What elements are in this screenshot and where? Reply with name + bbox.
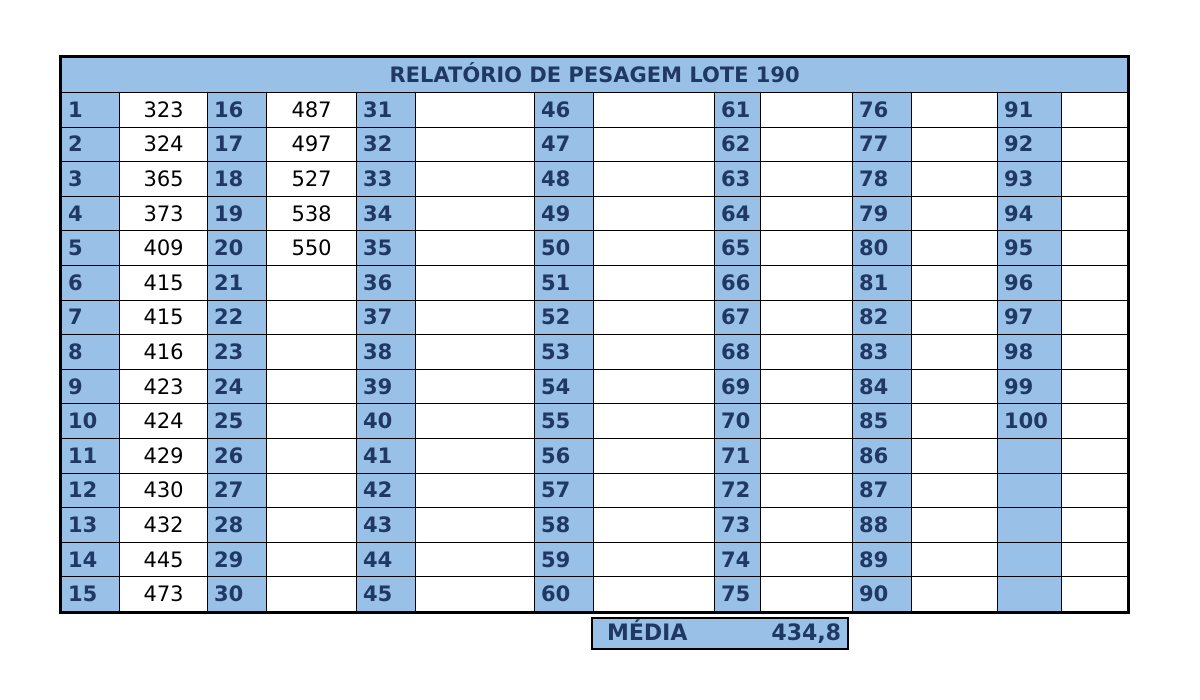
entry-number-14: 14 bbox=[61, 542, 120, 577]
entry-number-21: 21 bbox=[208, 265, 267, 300]
entry-number-35: 35 bbox=[357, 231, 416, 266]
weight-cell-34 bbox=[416, 196, 535, 231]
entry-number-58: 58 bbox=[535, 508, 594, 543]
entry-number-82: 82 bbox=[853, 300, 912, 335]
entry-number-19: 19 bbox=[208, 196, 267, 231]
weight-cell-11: 429 bbox=[120, 438, 208, 473]
entry-number-90: 90 bbox=[853, 577, 912, 613]
table-row bbox=[61, 335, 1129, 370]
weight-cell-74 bbox=[761, 542, 853, 577]
entry-number-4: 4 bbox=[61, 196, 120, 231]
entry-number-71: 71 bbox=[715, 438, 761, 473]
entry-number-47: 47 bbox=[535, 127, 594, 162]
entry-number-33: 33 bbox=[357, 162, 416, 197]
weight-cell-88 bbox=[912, 508, 998, 543]
weight-cell-100 bbox=[1062, 404, 1129, 439]
weight-cell-87 bbox=[912, 473, 998, 508]
entry-number-2: 2 bbox=[61, 127, 120, 162]
table-row bbox=[61, 577, 1129, 613]
weight-cell-30 bbox=[267, 577, 357, 613]
empty-weight-cell bbox=[1062, 508, 1129, 543]
weight-cell-97 bbox=[1062, 300, 1129, 335]
weight-cell-19: 538 bbox=[267, 196, 357, 231]
weight-cell-71 bbox=[761, 438, 853, 473]
weight-cell-91 bbox=[1062, 93, 1129, 128]
entry-number-70: 70 bbox=[715, 404, 761, 439]
entry-number-87: 87 bbox=[853, 473, 912, 508]
weight-cell-29 bbox=[267, 542, 357, 577]
weight-cell-51 bbox=[594, 265, 715, 300]
weight-cell-95 bbox=[1062, 231, 1129, 266]
average-value: 434,8 bbox=[771, 621, 841, 646]
weight-cell-2: 324 bbox=[120, 127, 208, 162]
entry-number-20: 20 bbox=[208, 231, 267, 266]
entry-number-94: 94 bbox=[998, 196, 1062, 231]
weight-cell-66 bbox=[761, 265, 853, 300]
entry-number-86: 86 bbox=[853, 438, 912, 473]
entry-number-89: 89 bbox=[853, 542, 912, 577]
weight-cell-20: 550 bbox=[267, 231, 357, 266]
entry-number-91: 91 bbox=[998, 93, 1062, 128]
entry-number-51: 51 bbox=[535, 265, 594, 300]
weight-cell-82 bbox=[912, 300, 998, 335]
entry-number-95: 95 bbox=[998, 231, 1062, 266]
weight-cell-94 bbox=[1062, 196, 1129, 231]
entry-number-69: 69 bbox=[715, 369, 761, 404]
entry-number-29: 29 bbox=[208, 542, 267, 577]
entry-number-3: 3 bbox=[61, 162, 120, 197]
weight-cell-33 bbox=[416, 162, 535, 197]
weight-cell-77 bbox=[912, 127, 998, 162]
weight-cell-37 bbox=[416, 300, 535, 335]
empty-number-cell bbox=[998, 508, 1062, 543]
weight-cell-46 bbox=[594, 93, 715, 128]
empty-number-cell bbox=[998, 473, 1062, 508]
empty-number-cell bbox=[998, 542, 1062, 577]
weight-cell-83 bbox=[912, 335, 998, 370]
weight-cell-78 bbox=[912, 162, 998, 197]
entry-number-15: 15 bbox=[61, 577, 120, 613]
entry-number-5: 5 bbox=[61, 231, 120, 266]
weight-cell-47 bbox=[594, 127, 715, 162]
entry-number-11: 11 bbox=[61, 438, 120, 473]
entry-number-60: 60 bbox=[535, 577, 594, 613]
entry-number-67: 67 bbox=[715, 300, 761, 335]
entry-number-76: 76 bbox=[853, 93, 912, 128]
weight-cell-49 bbox=[594, 196, 715, 231]
entry-number-42: 42 bbox=[357, 473, 416, 508]
weight-cell-32 bbox=[416, 127, 535, 162]
weight-cell-7: 415 bbox=[120, 300, 208, 335]
entry-number-62: 62 bbox=[715, 127, 761, 162]
weight-cell-26 bbox=[267, 438, 357, 473]
weight-cell-63 bbox=[761, 162, 853, 197]
entry-number-96: 96 bbox=[998, 265, 1062, 300]
weight-cell-23 bbox=[267, 335, 357, 370]
entry-number-79: 79 bbox=[853, 196, 912, 231]
entry-number-37: 37 bbox=[357, 300, 416, 335]
entry-number-43: 43 bbox=[357, 508, 416, 543]
entry-number-30: 30 bbox=[208, 577, 267, 613]
table-row bbox=[61, 162, 1129, 197]
weight-cell-28 bbox=[267, 508, 357, 543]
entry-number-93: 93 bbox=[998, 162, 1062, 197]
weight-cell-6: 415 bbox=[120, 265, 208, 300]
table-row bbox=[61, 93, 1129, 128]
entry-number-17: 17 bbox=[208, 127, 267, 162]
entry-number-26: 26 bbox=[208, 438, 267, 473]
average-box bbox=[591, 617, 849, 650]
weight-cell-56 bbox=[594, 438, 715, 473]
entry-number-59: 59 bbox=[535, 542, 594, 577]
weight-cell-42 bbox=[416, 473, 535, 508]
weight-cell-8: 416 bbox=[120, 335, 208, 370]
entry-number-83: 83 bbox=[853, 335, 912, 370]
entry-number-7: 7 bbox=[61, 300, 120, 335]
weight-cell-17: 497 bbox=[267, 127, 357, 162]
weight-cell-76 bbox=[912, 93, 998, 128]
entry-number-34: 34 bbox=[357, 196, 416, 231]
entry-number-85: 85 bbox=[853, 404, 912, 439]
entry-number-32: 32 bbox=[357, 127, 416, 162]
weight-cell-54 bbox=[594, 369, 715, 404]
weight-cell-99 bbox=[1062, 369, 1129, 404]
entry-number-22: 22 bbox=[208, 300, 267, 335]
empty-weight-cell bbox=[1062, 577, 1129, 613]
weight-cell-81 bbox=[912, 265, 998, 300]
weight-cell-79 bbox=[912, 196, 998, 231]
average-label: MÉDIA bbox=[607, 621, 688, 646]
entry-number-55: 55 bbox=[535, 404, 594, 439]
weight-cell-4: 373 bbox=[120, 196, 208, 231]
entry-number-80: 80 bbox=[853, 231, 912, 266]
entry-number-31: 31 bbox=[357, 93, 416, 128]
entry-number-44: 44 bbox=[357, 542, 416, 577]
weight-cell-57 bbox=[594, 473, 715, 508]
weight-cell-84 bbox=[912, 369, 998, 404]
weight-cell-59 bbox=[594, 542, 715, 577]
weight-cell-55 bbox=[594, 404, 715, 439]
weight-cell-3: 365 bbox=[120, 162, 208, 197]
table-row bbox=[61, 542, 1129, 577]
entry-number-74: 74 bbox=[715, 542, 761, 577]
entry-number-98: 98 bbox=[998, 335, 1062, 370]
entry-number-68: 68 bbox=[715, 335, 761, 370]
weight-cell-93 bbox=[1062, 162, 1129, 197]
weight-cell-5: 409 bbox=[120, 231, 208, 266]
table-row bbox=[61, 265, 1129, 300]
entry-number-63: 63 bbox=[715, 162, 761, 197]
weight-cell-98 bbox=[1062, 335, 1129, 370]
weight-cell-60 bbox=[594, 577, 715, 613]
weight-cell-15: 473 bbox=[120, 577, 208, 613]
entry-number-27: 27 bbox=[208, 473, 267, 508]
entry-number-48: 48 bbox=[535, 162, 594, 197]
entry-number-13: 13 bbox=[61, 508, 120, 543]
empty-weight-cell bbox=[1062, 542, 1129, 577]
weight-cell-85 bbox=[912, 404, 998, 439]
entry-number-9: 9 bbox=[61, 369, 120, 404]
weight-cell-75 bbox=[761, 577, 853, 613]
empty-number-cell bbox=[998, 577, 1062, 613]
weight-cell-24 bbox=[267, 369, 357, 404]
entry-number-18: 18 bbox=[208, 162, 267, 197]
weight-cell-89 bbox=[912, 542, 998, 577]
entry-number-38: 38 bbox=[357, 335, 416, 370]
report-title: RELATÓRIO DE PESAGEM LOTE 190 bbox=[61, 57, 1129, 93]
entry-number-53: 53 bbox=[535, 335, 594, 370]
weight-cell-16: 487 bbox=[267, 93, 357, 128]
entry-number-50: 50 bbox=[535, 231, 594, 266]
weight-cell-38 bbox=[416, 335, 535, 370]
weight-cell-48 bbox=[594, 162, 715, 197]
weight-cell-41 bbox=[416, 438, 535, 473]
entry-number-73: 73 bbox=[715, 508, 761, 543]
table-row bbox=[61, 438, 1129, 473]
weight-cell-65 bbox=[761, 231, 853, 266]
entry-number-54: 54 bbox=[535, 369, 594, 404]
entry-number-78: 78 bbox=[853, 162, 912, 197]
entry-number-57: 57 bbox=[535, 473, 594, 508]
weight-cell-31 bbox=[416, 93, 535, 128]
empty-weight-cell bbox=[1062, 438, 1129, 473]
entry-number-25: 25 bbox=[208, 404, 267, 439]
entry-number-46: 46 bbox=[535, 93, 594, 128]
weighing-report-table bbox=[59, 55, 1130, 614]
weight-cell-62 bbox=[761, 127, 853, 162]
weight-cell-68 bbox=[761, 335, 853, 370]
weight-cell-9: 423 bbox=[120, 369, 208, 404]
entry-number-23: 23 bbox=[208, 335, 267, 370]
weight-cell-21 bbox=[267, 265, 357, 300]
weight-cell-69 bbox=[761, 369, 853, 404]
entry-number-66: 66 bbox=[715, 265, 761, 300]
weight-cell-58 bbox=[594, 508, 715, 543]
table-row bbox=[61, 196, 1129, 231]
entry-number-97: 97 bbox=[998, 300, 1062, 335]
entry-number-39: 39 bbox=[357, 369, 416, 404]
weight-cell-25 bbox=[267, 404, 357, 439]
entry-number-1: 1 bbox=[61, 93, 120, 128]
entry-number-49: 49 bbox=[535, 196, 594, 231]
entry-number-61: 61 bbox=[715, 93, 761, 128]
entry-number-40: 40 bbox=[357, 404, 416, 439]
weight-cell-13: 432 bbox=[120, 508, 208, 543]
weight-cell-1: 323 bbox=[120, 93, 208, 128]
weight-cell-44 bbox=[416, 542, 535, 577]
empty-number-cell bbox=[998, 438, 1062, 473]
entry-number-12: 12 bbox=[61, 473, 120, 508]
weight-cell-52 bbox=[594, 300, 715, 335]
weight-cell-14: 445 bbox=[120, 542, 208, 577]
table-row bbox=[61, 404, 1129, 439]
weight-cell-27 bbox=[267, 473, 357, 508]
table-row bbox=[61, 508, 1129, 543]
weight-cell-72 bbox=[761, 473, 853, 508]
entry-number-10: 10 bbox=[61, 404, 120, 439]
entry-number-16: 16 bbox=[208, 93, 267, 128]
entry-number-81: 81 bbox=[853, 265, 912, 300]
entry-number-92: 92 bbox=[998, 127, 1062, 162]
weight-cell-53 bbox=[594, 335, 715, 370]
table-row bbox=[61, 231, 1129, 266]
weight-cell-90 bbox=[912, 577, 998, 613]
entry-number-45: 45 bbox=[357, 577, 416, 613]
weight-cell-22 bbox=[267, 300, 357, 335]
table-row bbox=[61, 300, 1129, 335]
entry-number-8: 8 bbox=[61, 335, 120, 370]
weight-cell-96 bbox=[1062, 265, 1129, 300]
entry-number-72: 72 bbox=[715, 473, 761, 508]
weight-cell-10: 424 bbox=[120, 404, 208, 439]
weight-cell-50 bbox=[594, 231, 715, 266]
entry-number-64: 64 bbox=[715, 196, 761, 231]
entry-number-75: 75 bbox=[715, 577, 761, 613]
entry-number-65: 65 bbox=[715, 231, 761, 266]
table-row bbox=[61, 127, 1129, 162]
entry-number-88: 88 bbox=[853, 508, 912, 543]
weight-cell-64 bbox=[761, 196, 853, 231]
entry-number-24: 24 bbox=[208, 369, 267, 404]
weight-cell-86 bbox=[912, 438, 998, 473]
weight-cell-92 bbox=[1062, 127, 1129, 162]
weight-cell-12: 430 bbox=[120, 473, 208, 508]
weight-cell-80 bbox=[912, 231, 998, 266]
table-row bbox=[61, 369, 1129, 404]
table-row bbox=[61, 473, 1129, 508]
weight-cell-70 bbox=[761, 404, 853, 439]
weight-cell-18: 527 bbox=[267, 162, 357, 197]
weight-cell-67 bbox=[761, 300, 853, 335]
entry-number-52: 52 bbox=[535, 300, 594, 335]
weight-cell-45 bbox=[416, 577, 535, 613]
weight-cell-61 bbox=[761, 93, 853, 128]
entry-number-84: 84 bbox=[853, 369, 912, 404]
weight-cell-35 bbox=[416, 231, 535, 266]
entry-number-99: 99 bbox=[998, 369, 1062, 404]
weight-cell-40 bbox=[416, 404, 535, 439]
entry-number-56: 56 bbox=[535, 438, 594, 473]
empty-weight-cell bbox=[1062, 473, 1129, 508]
entry-number-6: 6 bbox=[61, 265, 120, 300]
weight-cell-39 bbox=[416, 369, 535, 404]
entry-number-41: 41 bbox=[357, 438, 416, 473]
weight-cell-73 bbox=[761, 508, 853, 543]
entry-number-36: 36 bbox=[357, 265, 416, 300]
entry-number-28: 28 bbox=[208, 508, 267, 543]
entry-number-77: 77 bbox=[853, 127, 912, 162]
weight-cell-43 bbox=[416, 508, 535, 543]
entry-number-100: 100 bbox=[998, 404, 1062, 439]
weight-cell-36 bbox=[416, 265, 535, 300]
